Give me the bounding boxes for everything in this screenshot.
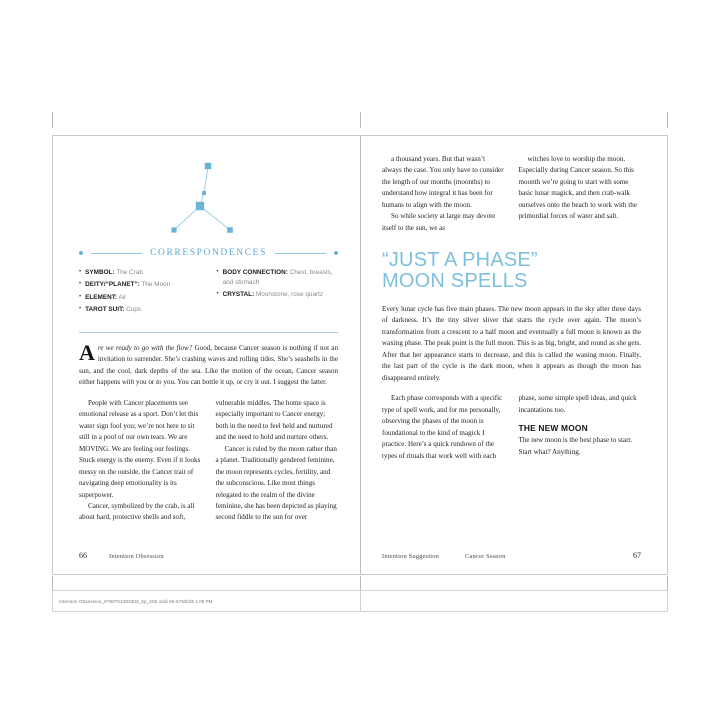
intro-mid: you or <box>134 378 157 387</box>
correspondence-key: BODY CONNECTION: <box>222 269 288 276</box>
rule-node-left <box>79 251 83 255</box>
left-page <box>53 136 360 574</box>
right-page-top-columns <box>382 154 641 234</box>
correspondence-key: SYMBOL: <box>85 269 115 276</box>
drop-cap: A <box>79 339 95 365</box>
rule-line-right <box>275 253 326 254</box>
constellation-link <box>200 206 230 230</box>
slug-center-divider <box>360 591 361 611</box>
body-paragraph: witches love to worship the moon. Especially during Cancer season. So this moonth we’re going to start with some basic lunar magick, and then crab-walk ourselves onto the beach to work with the primordial forces of water and salt. <box>518 155 637 221</box>
right-page-bottom-columns <box>382 393 641 462</box>
correspondence-item <box>79 305 201 315</box>
correspondence-item <box>79 280 201 290</box>
correspondences-column-2 <box>217 268 339 318</box>
correspondence-value: Chest, breasts, and stomach <box>222 269 333 286</box>
folio-number: 66 <box>79 551 87 560</box>
printer-slug-bar <box>52 590 668 612</box>
correspondence-item <box>217 290 339 300</box>
folio-number: 67 <box>633 551 641 560</box>
correspondence-key: DEITY/“PLANET”: <box>85 281 140 289</box>
moon-phases-paragraph: Every lunar cycle has five main phases. The new moon appears in the sky after three days of darkness. It’s the tiny silver sliver that starts the cycle over again. The moon’s transformation from a crescent to a half moon and eventually a full moon is known as the waxing phase. The peak point is the full moon. This is as big, bright, and round as she gets. After that her appearance starts to decrease, and this is called the waning moon. Finally, the last part of the cycle is the dark moon, when it appears as though the moon has disappeared entirely. <box>382 304 641 382</box>
body-paragraph: Cancer is ruled by the moon rather than a planet. Traditionally gendered feminine, the moon represents cycles, fertility, and the subconscious. Like most things relegated to the realm of the divine feminine, she has been depicted as playing second fiddle to the sun for over <box>215 444 337 522</box>
right-page <box>360 136 667 574</box>
correspondence-key: TAROT SUIT: <box>85 306 125 314</box>
correspondence-item <box>79 293 201 303</box>
bullet-icon: • <box>79 293 82 300</box>
correspondences-title: CORRESPONDENCES <box>150 248 267 258</box>
rule-node-right <box>334 251 338 255</box>
cancer-constellation <box>79 160 338 246</box>
subheading-new-moon: THE NEW MOON <box>518 423 588 434</box>
correspondence-value: The Moon <box>141 281 171 289</box>
body-paragraph: So while society at large may devote itself to the sun, we as <box>382 212 496 232</box>
slug-filename: Intention Obsession_9780762483303_5p_200.indd 66-67 <box>59 598 182 604</box>
book-spread <box>52 135 668 575</box>
correspondence-value: Moonstone, rose quartz <box>255 291 324 299</box>
crop-mark-top-center <box>360 112 361 128</box>
section-heading <box>382 250 641 292</box>
constellation-star <box>204 163 210 169</box>
crop-mark-top-left <box>52 112 53 128</box>
crop-mark-top-right <box>667 112 668 128</box>
constellation-svg <box>144 160 274 244</box>
rule-line-left <box>91 253 142 254</box>
constellation-star <box>195 202 203 210</box>
correspondence-value: Cups <box>126 306 142 314</box>
bullet-icon: • <box>216 291 219 298</box>
correspondences-column-1 <box>79 268 201 318</box>
left-page-footer <box>53 551 360 560</box>
constellation-star <box>171 227 176 232</box>
slug-timestamp: 5/5/26 1:05 PM <box>181 598 213 604</box>
body-paragraph: Each phase corresponds with a specific type of spell work, and for me personally, observing the phases of the moon is foundational to the kind of magick I practice. Here’s a quick rundown of the types of rituals that work well with each phase, some simple spell ideas, and quick incantations too. <box>382 394 637 460</box>
correspondences-rule <box>79 248 338 258</box>
correspondence-value: Air <box>118 293 127 301</box>
right-page-footer <box>360 551 667 560</box>
running-head-right: Cancer Season <box>465 553 506 560</box>
intro-tail: you. You can bottle it up, or cry it out. I suggest the latter. <box>161 378 327 387</box>
running-head: Intention Obsession <box>109 553 164 560</box>
constellation-link <box>204 166 208 193</box>
intro-italic-with: with <box>121 378 135 387</box>
intro-body: Good, because Cancer season is nothing if not an invitation to surrender. She’s crashing waves and rolling tides. She’s seashells in the sun, and the cool, dark depths of the sea. Like the motion of the ocean, Cancer season either happens <box>79 343 338 387</box>
body-paragraph: Cancer, symbolized by the crab, is all about hard, protective shells and soft, vulnerable middles. The home space is especially important to Cancer energy; both in the need to feel held and nurtured and the need to hold and nurture others. <box>79 398 333 522</box>
section-heading-line-1: “JUST A PHASE” <box>382 249 538 272</box>
intro-lead-italic: re we ready to go with the flow? <box>97 343 193 352</box>
section-divider <box>79 332 338 333</box>
constellation-star <box>227 227 233 233</box>
correspondence-value: The Crab <box>116 269 143 276</box>
correspondence-key: CRYSTAL: <box>222 291 255 299</box>
intro-paragraph <box>79 339 338 389</box>
correspondence-item <box>79 268 201 278</box>
left-page-columns <box>79 398 338 524</box>
correspondences-list <box>79 268 338 318</box>
constellation-star <box>202 191 206 195</box>
subheading-body: The new moon is the best phase to start. Start what? Anything. <box>518 436 633 456</box>
bullet-icon: • <box>79 281 82 288</box>
body-paragraph: a thousand years. But that wasn’t always the case. You only have to consider the length of our months (moonths) to understand how integral it has been for humans to align with the moon. <box>382 155 504 209</box>
intro-italic-to: to <box>156 378 162 387</box>
correspondence-item <box>217 268 339 288</box>
bullet-icon: • <box>216 269 219 275</box>
body-paragraph: People with Cancer placements see emotional release as a sport. Don’t let this water sign fool you; we’re not here to sit still in a pool of our own tears. We are MOVING. We are feeling our feelings. Stuck energy is the enemy. Even if it looks messy on the outside, the Cancer trait of navigating deep emotionality is its superpower. <box>79 398 201 499</box>
running-head-left: Intention Suggestion <box>382 553 440 560</box>
bullet-icon: • <box>79 306 82 313</box>
section-heading-line-2: MOON SPELLS <box>382 270 528 293</box>
correspondence-key: ELEMENT: <box>85 293 118 301</box>
bullet-icon: • <box>79 269 82 275</box>
